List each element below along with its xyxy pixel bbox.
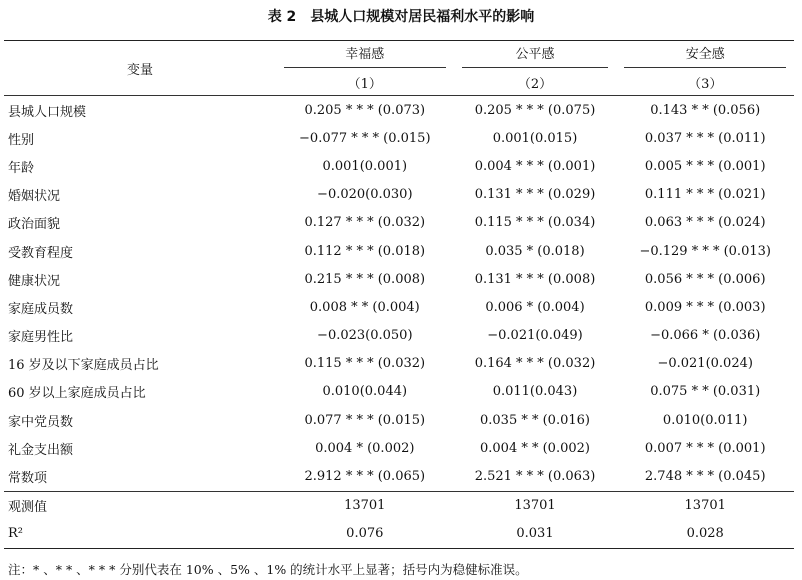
cell-value: 0.111 * * * (0.021) — [644, 187, 766, 203]
cell-value: 0.076 — [346, 526, 384, 542]
cell-value: 0.063 * * * (0.024) — [644, 215, 766, 231]
cell-value: 0.007 * * * (0.001) — [644, 440, 766, 456]
row-label: 16 岁及以下家庭成员占比 — [8, 358, 159, 374]
cell-value: 0.028 — [686, 526, 724, 542]
cell-value: 0.009 * * * (0.003) — [644, 299, 766, 315]
row-label: 常数项 — [8, 471, 48, 487]
cell-value: 0.001(0.001) — [322, 158, 408, 174]
cell-value: 0.112 * * * (0.018) — [304, 243, 426, 259]
table-note: 注：* 、* * 、* * * 分别代表在 10% 、5% 、1% 的统计水平上显著；括号内为稳健标准误。 — [8, 562, 528, 577]
group-header-1: 幸福感 — [276, 41, 454, 70]
regression-table — [4, 40, 794, 549]
column-number-2: （2） — [517, 76, 553, 92]
cell-value: 0.011(0.043) — [492, 384, 578, 400]
table-row — [4, 350, 794, 378]
row-label: 礼金支出额 — [8, 442, 74, 458]
table-row — [4, 406, 794, 434]
cell-value: 0.035 * * (0.016) — [480, 412, 590, 428]
table-row — [4, 434, 794, 462]
row-label: 健康状况 — [8, 273, 61, 289]
column-number-1: （1） — [347, 76, 382, 92]
cell-value: 0.056 * * * (0.006) — [644, 271, 766, 287]
cell-value: 0.215 * * * (0.008) — [304, 271, 426, 287]
cell-value: 0.010(0.011) — [662, 412, 748, 428]
group-header-2: 公平感 — [454, 41, 617, 70]
row-label: 60 岁以上家庭成员占比 — [8, 386, 146, 402]
row-label: 性别 — [8, 132, 35, 148]
cell-value: 0.001(0.015) — [492, 130, 578, 146]
variable-header: 变量 — [126, 62, 153, 78]
table-row — [4, 378, 794, 406]
header-row-groups — [4, 41, 794, 70]
cell-value: 0.006 * (0.004) — [485, 299, 585, 315]
table-row — [4, 520, 794, 549]
cell-value: 0.205 * * * (0.075) — [474, 102, 596, 118]
row-label: 政治面貌 — [8, 217, 61, 233]
table-number: 表 2 — [267, 9, 297, 25]
cell-value: 0.077 * * * (0.015) — [304, 412, 426, 428]
row-label: 观测值 — [8, 500, 48, 516]
cell-value: 0.004 * * * (0.001) — [474, 158, 596, 174]
cell-value: 0.205 * * * (0.073) — [304, 102, 426, 118]
cell-value: 0.115 * * * (0.034) — [474, 215, 596, 231]
table-row — [4, 491, 794, 520]
cell-value: 0.115 * * * (0.032) — [304, 356, 426, 372]
table-title-text: 县城人口规模对居民福利水平的影响 — [310, 9, 535, 25]
row-label: 婚姻状况 — [8, 189, 61, 205]
row-label: 县城人口规模 — [8, 104, 87, 120]
cell-value: −0.020(0.030) — [317, 187, 413, 203]
cell-value: 0.164 * * * (0.032) — [474, 356, 596, 372]
row-label: R² — [8, 526, 23, 542]
table-row — [4, 322, 794, 350]
cell-value: −0.021(0.049) — [487, 328, 583, 344]
cell-value: −0.021(0.024) — [657, 356, 753, 372]
table-row — [4, 209, 794, 237]
row-label: 家庭成员数 — [8, 301, 74, 317]
cell-value: 0.143 * * (0.056) — [650, 102, 761, 118]
table-row — [4, 152, 794, 180]
column-number-3: （3） — [688, 76, 723, 92]
cell-value: 0.131 * * * (0.029) — [474, 187, 596, 203]
table-row — [4, 462, 794, 491]
table-body — [4, 96, 794, 549]
row-label: 家中党员数 — [8, 414, 74, 430]
cell-value: 13701 — [344, 498, 386, 514]
cell-value: 0.035 * (0.018) — [485, 243, 585, 259]
table-title — [0, 6, 802, 26]
cell-value: −0.066 * (0.036) — [650, 328, 761, 344]
group-header-3: 安全感 — [616, 41, 794, 70]
cell-value: −0.023(0.050) — [317, 328, 413, 344]
row-label: 年龄 — [8, 160, 35, 176]
row-label: 受教育程度 — [8, 245, 74, 261]
cell-value: 0.010(0.044) — [322, 384, 408, 400]
cell-value: 0.131 * * * (0.008) — [474, 271, 596, 287]
cell-value: 13701 — [514, 498, 556, 514]
table-row — [4, 265, 794, 293]
cell-value: 0.008 * * (0.004) — [309, 299, 420, 315]
table-row — [4, 96, 794, 125]
cell-value: 0.075 * * (0.031) — [650, 384, 761, 400]
cell-value: 0.004 * (0.002) — [315, 440, 415, 456]
table-row — [4, 181, 794, 209]
cell-value: 13701 — [684, 498, 726, 514]
cell-value: 0.004 * * (0.002) — [480, 440, 590, 456]
table-row — [4, 124, 794, 152]
cell-value: 0.037 * * * (0.011) — [644, 130, 766, 146]
cell-value: 0.005 * * * (0.001) — [644, 158, 766, 174]
cell-value: 2.748 * * * (0.045) — [644, 469, 766, 485]
row-label: 家庭男性比 — [8, 330, 74, 346]
cell-value: 2.521 * * * (0.063) — [474, 469, 596, 485]
table-row — [4, 293, 794, 321]
cell-value: −0.077 * * * (0.015) — [299, 130, 431, 146]
cell-value: −0.129 * * * (0.013) — [639, 243, 771, 259]
cell-value: 0.031 — [516, 526, 554, 542]
cell-value: 0.127 * * * (0.032) — [304, 215, 426, 231]
cell-value: 2.912 * * * (0.065) — [304, 469, 426, 485]
table-row — [4, 237, 794, 265]
